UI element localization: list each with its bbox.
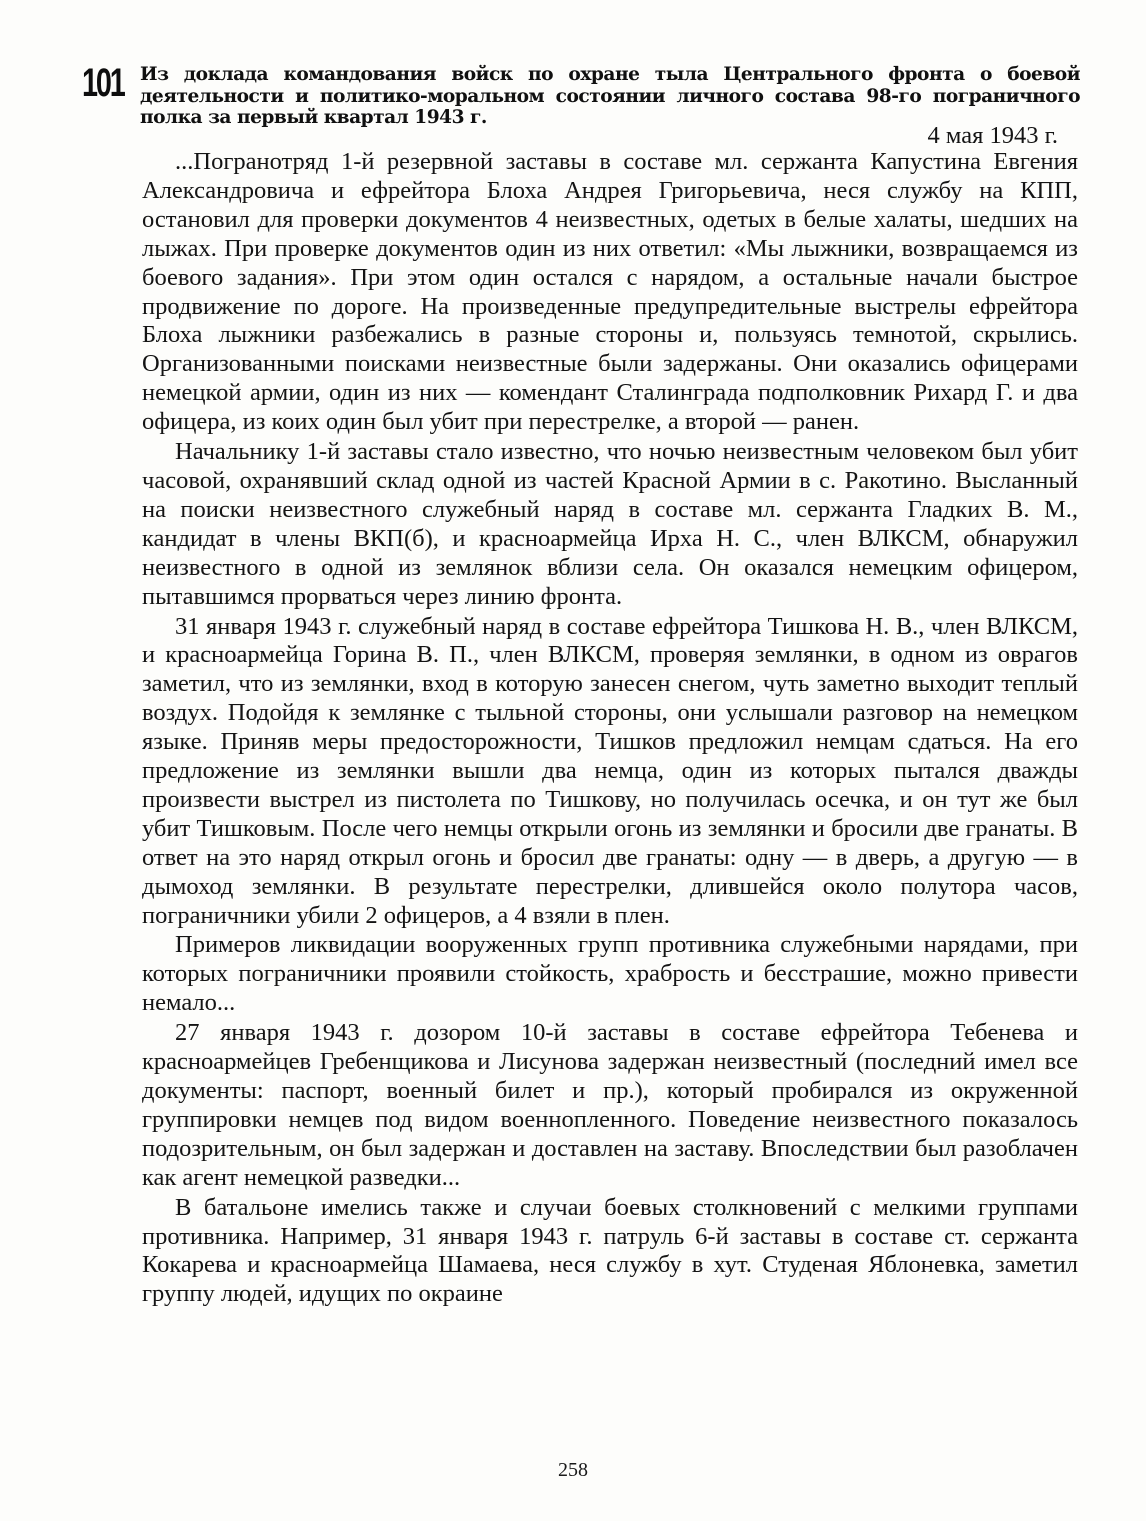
document-number: 101 [82,61,124,105]
document-title: Из доклада командования войск по охране тыла Центрального фронта о боевой деятельности и политико-моральном состоянии личного состава 98-го пограничного полка за первый квартал 1943 г. [140,64,1080,128]
body-paragraph: 27 января 1943 г. дозором 10-й заставы в составе ефрейтора Тебенева и красноармейцев Гребенщикова и Лисунова задержан неизвестный (последний имел все документы: паспорт, военный билет и пр.), который пробирался из окруженной группировки немцев под видом военнопленного. Поведение неизвестного показалось подозрительным, он был задержан и доставлен на заставу. Впоследствии был разоблачен как агент немецкой разведки... [142,1019,1078,1191]
body-paragraph: В батальоне имелись также и случаи боевых столкновений с мелкими группами противника. Например, 31 января 1943 г. патруль 6-й заставы в составе ст. сержанта Кокарева и красноармейца Шамаева, неся службу в хут. Студеная Яблоневка, заметил группу людей, идущих по окраине [142,1193,1078,1308]
page-number: 258 [558,1459,588,1481]
document-body [142,148,1078,1310]
body-paragraph: Начальнику 1-й заставы стало известно, что ночью неизвестным человеком был убит часовой, охранявший склад одной из частей Красной Армии в с. Ракотино. Высланный на поиски неизвестного служебный наряд в составе мл. сержанта Гладких В. М., кандидат в члены ВКП(б), и красноармейца Ирха Н. С., член ВЛКСМ, обнаружил неизвестного в одной из землянок вблизи села. Он оказался немецким офицером, пытавшимся прорваться через линию фронта. [142,438,1078,610]
body-paragraph: Примеров ликвидации вооруженных групп противника служебными нарядами, при которых пограничники проявили стойкость, храбрость и бесстрашие, можно привести немало... [142,931,1078,1017]
document-date: 4 мая 1943 г. [927,122,1058,149]
body-paragraph: 31 января 1943 г. служебный наряд в составе ефрейтора Тишкова Н. В., член ВЛКСМ, и красноармейца Горина В. П., член ВЛКСМ, проверяя землянки, в одном из оврагов заметил, что из землянки, вход в которую занесен снегом, чуть заметно выходит теплый воздух. Подойдя к землянке с тыльной стороны, они услышали разговор на немецком языке. Приняв меры предосторожности, Тишков предложил немцам сдаться. На его предложение из землянки вышли два немца, один из которых пытался дважды произвести выстрел из пистолета по Тишкову, но получилась осечка, и он тут же был убит Тишковым. После чего немцы открыли огонь из землянки и бросили две гранаты. В ответ на это наряд открыл огонь и бросил две гранаты: одну — в дверь, а другую — в дымоход землянки. В результате перестрелки, длившейся около полутора часов, пограничники убили 2 офицеров, а 4 взяли в плен. [142,612,1078,929]
body-paragraph: ...Погранотряд 1-й резервной заставы в составе мл. сержанта Капустина Евгения Александровича и ефрейтора Блоха Андрея Григорьевича, неся службу на КПП, остановил для проверки документов 4 неизвестных, одетых в белые халаты, шедших на лыжах. При проверке документов один из них ответил: «Мы лыжники, возвращаемся из боевого задания». При этом один остался с нарядом, а остальные начали быстрое продвижение по дороге. На произведенные предупредительные выстрелы ефрейтора Блоха лыжники разбежались в разные стороны и, пользуясь темнотой, скрылись. Организованными поисками неизвестные были задержаны. Они оказались офицерами немецкой армии, один из них — комендант Сталинграда подполковник Рихард Г. и два офицера, из коих один был убит при перестрелке, а второй — ранен. [142,148,1078,436]
